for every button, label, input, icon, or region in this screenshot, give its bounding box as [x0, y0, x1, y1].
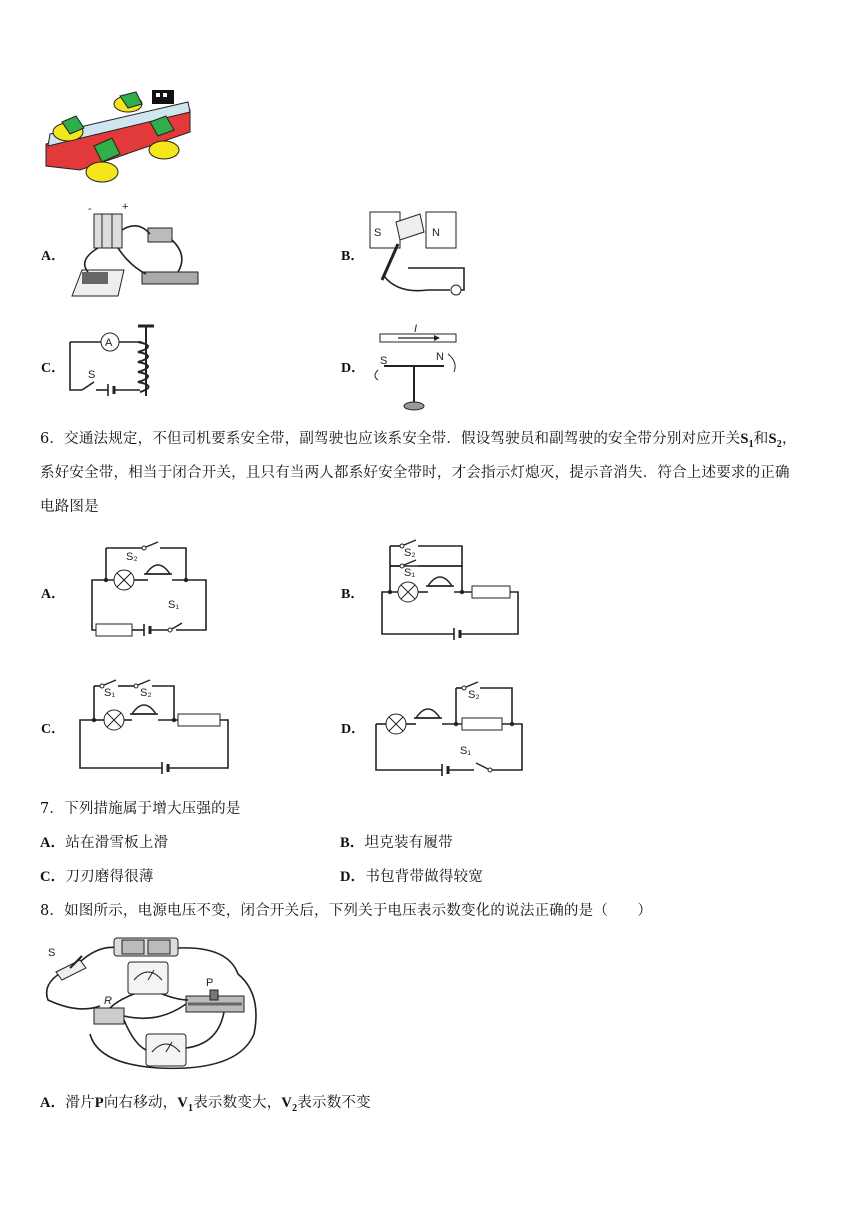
q6-b-switch-a: S₂ — [404, 547, 416, 559]
q7-stem: 7．下列措施属于增大压强的是 — [40, 801, 241, 817]
q5-option-c-label[interactable]: C． — [41, 361, 66, 376]
q5-c-switch: S — [88, 369, 96, 381]
boat-magnet-figure — [40, 88, 200, 188]
q6-option-d-circuit — [372, 680, 528, 780]
q5-option-d-figure — [368, 322, 468, 412]
q7-option-d[interactable]: D．书包背带做得较宽 — [340, 869, 483, 885]
q6-b-switch-b: S₁ — [404, 567, 416, 579]
q5-option-c-figure — [68, 322, 168, 404]
q6-option-b-label[interactable]: B． — [341, 587, 365, 602]
q8-fig-p: P — [206, 977, 214, 989]
q5-option-b-label[interactable]: B． — [341, 249, 365, 264]
q6-option-c-circuit — [76, 672, 236, 776]
q6-stem-line1: 6．交通法规定，不但司机要系安全带，副驾驶也应该系安全带．假设驾驶员和副驾驶的安全带分别对应开关$S_1$和$S_2$， — [40, 431, 797, 450]
q6-a-switch-a: S₂ — [126, 551, 138, 563]
q8-option-a[interactable]: A．滑片P向右移动，$V_1$表示数变大，$V_2$表示数不变 — [40, 1095, 371, 1114]
svg-text:-: - — [88, 203, 92, 215]
q5-b-n-pole: N — [432, 227, 440, 239]
q7-option-c[interactable]: C．刀刃磨得很薄 — [40, 869, 154, 885]
q6-c-switch-a: S₁ — [104, 687, 116, 699]
q6-a-switch-b: S₁ — [168, 599, 180, 611]
q5-d-needle-s: S — [380, 355, 388, 367]
q8-fig-s: S — [48, 947, 56, 959]
q6-option-d-label[interactable]: D． — [341, 722, 366, 737]
q5-option-a-figure — [68, 200, 200, 302]
q7-option-b[interactable]: B．坦克装有履带 — [340, 835, 453, 851]
q6-option-a-label[interactable]: A． — [41, 587, 66, 602]
q6-d-switch-b: S₁ — [460, 745, 472, 757]
q5-d-needle-n: N — [436, 351, 444, 363]
q6-option-b-circuit — [378, 536, 522, 640]
q5-d-current: I — [414, 323, 418, 335]
q7-option-a[interactable]: A．站在滑雪板上滑 — [40, 835, 169, 851]
q8-circuit-figure — [38, 934, 262, 1076]
q5-option-b-figure — [368, 210, 468, 300]
q6-stem-line3: 电路图是 — [40, 499, 99, 515]
q5-c-ammeter: A — [105, 337, 113, 349]
q8-fig-r: R — [104, 995, 112, 1007]
q6-stem-line2: 系好安全带，相当于闭合开关，且只有当两人都系好安全带时，才会指示灯熄灭，提示音消失．符合上述要求的正确 — [40, 465, 790, 481]
q8-stem: 8．如图所示，电源电压不变，闭合开关后，下列关于电压表示数变化的说法正确的是（ ） — [40, 903, 653, 919]
q6-option-a-circuit — [76, 540, 216, 638]
q6-c-switch-b: S₂ — [140, 687, 152, 699]
q6-d-switch-a: S₂ — [468, 689, 480, 701]
q6-option-c-label[interactable]: C． — [41, 722, 66, 737]
q5-option-a-label[interactable]: A． — [41, 249, 66, 264]
svg-text:+: + — [122, 201, 129, 213]
q5-b-s-pole: S — [374, 227, 382, 239]
q5-option-d-label[interactable]: D． — [341, 361, 366, 376]
